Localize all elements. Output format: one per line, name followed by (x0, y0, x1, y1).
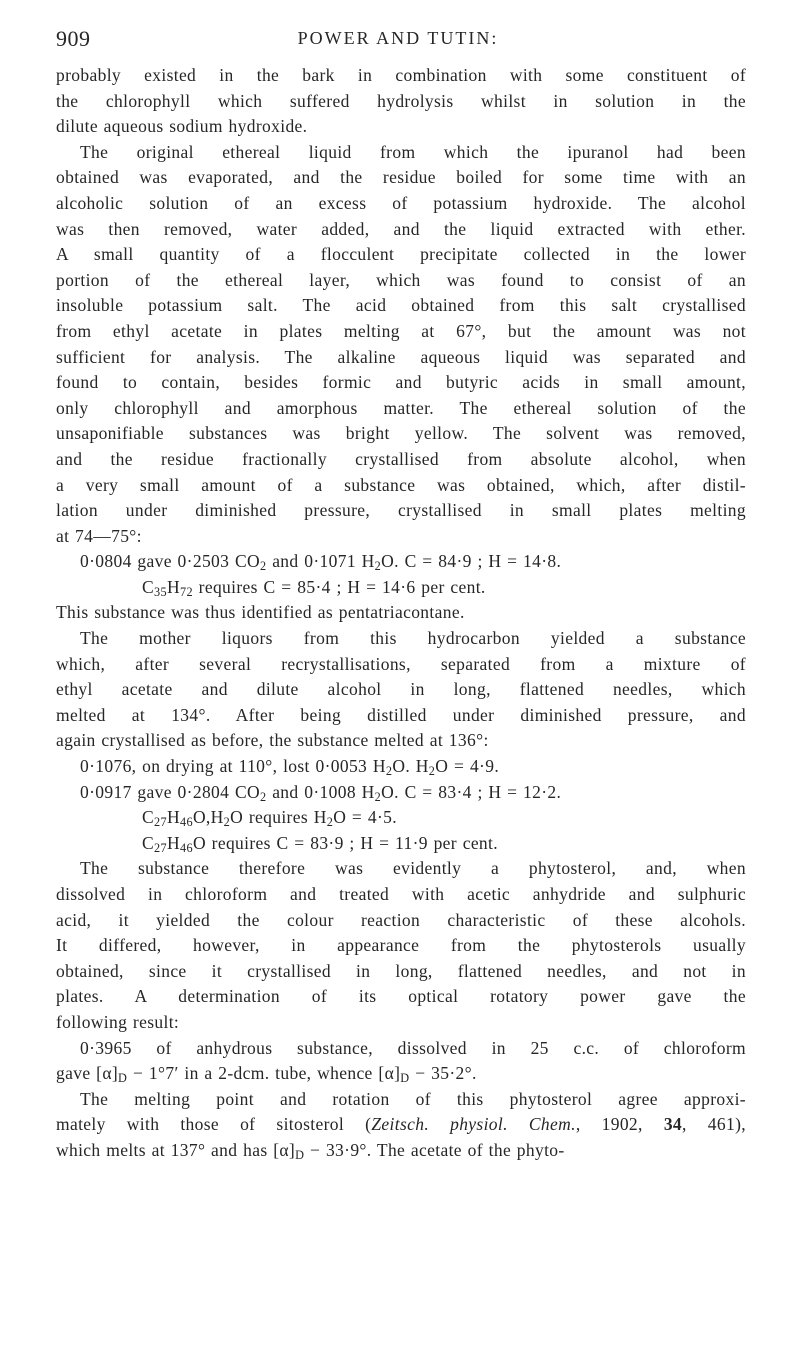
text-line: obtained was evaporated, and the residue boiled for some time with an (56, 167, 746, 188)
text-line: sufficient for analysis. The alkaline aqueous liquid was separated and (56, 346, 746, 367)
text-line: The original ethereal liquid from which the ipuranol had been (80, 141, 746, 162)
text-line: dilute aqueous sodium hydroxide. (56, 116, 308, 137)
formula-line: $C_{27}H_{46}O,H_2O$ requires $H_2O = 4\cdot 5$. (142, 807, 397, 830)
text-line: ethyl acetate and dilute alcohol in long, flattened needles, which (56, 679, 746, 700)
text-line: It differed, however, in appearance from the phytosterols usually (56, 935, 746, 956)
text-line: melted at 134°. After being distilled under diminished pressure, and (56, 704, 746, 725)
text-line: which melts at 137° and has $[\alpha]_D - 33\cdot 9^\circ$. The acetate of the phyto- (56, 1139, 565, 1162)
text-line: acid, it yielded the colour reaction characteristic of these alcohols. (56, 909, 746, 930)
text-line: found to contain, besides formic and butyric acids in small amount, (56, 372, 746, 393)
analysis-line: 0·1076, on drying at 110°, lost 0·0053 $H_2O$. $H_2O = 4\cdot 9$. (80, 756, 500, 779)
text-line: at 74—75°: (56, 525, 142, 546)
text-line: a very small amount of a substance was obtained, which, after distil- (56, 474, 746, 495)
text-line: lation under diminished pressure, crystallised in small plates melting (56, 500, 746, 521)
text-line: unsaponifiable substances was bright yellow. The solvent was removed, (56, 423, 746, 444)
journal-citation: Zeitsch. physiol. Chem. (371, 1114, 576, 1135)
text-line: the chlorophyll which suffered hydrolysis whilst in solution in the (56, 90, 746, 111)
text-line: alcoholic solution of an excess of potassium hydroxide. The alcohol (56, 192, 746, 213)
formula-line: $C_{27}H_{46}O$ requires C = 83·9 ; H = 11·9 per cent. (142, 832, 498, 855)
article-body (56, 63, 746, 1164)
text-line: only chlorophyll and amorphous matter. The ethereal solution of the (56, 397, 746, 418)
text-line: which, after several recrystallisations, separated from a mixture of (56, 653, 746, 674)
page-number: 909 (56, 26, 91, 51)
analysis-line: gave $[\alpha]_D - 1^\circ 7'$ in a 2-dcm. tube, whence $[\alpha]_D - 35\cdot 2^\circ$. (56, 1063, 477, 1086)
text-line: The substance therefore was evidently a phytosterol, and, when (80, 858, 746, 879)
formula-line: $C_{35}H_{72}$ requires C = 85·4 ; H = 14·6 per cent. (142, 576, 486, 599)
page-header (56, 26, 740, 56)
analysis-line: 0·3965 of anhydrous substance, dissolved in 25 c.c. of chloroform (80, 1037, 746, 1058)
analysis-line: 0·0917 gave 0·2804 $CO_2$ and 0·1008 $H_2O$. C = 83·4 ; H = 12·2. (80, 781, 562, 804)
volume-number: 34 (663, 1114, 683, 1135)
text-line: again crystallised as before, the substance melted at 136°: (56, 730, 489, 751)
running-head: POWER AND TUTIN: (297, 28, 499, 48)
text-line: obtained, since it crystallised in long, flattened needles, and not in (56, 960, 746, 981)
text-line: plates. A determination of its optical rotatory power gave the (56, 986, 746, 1007)
text-line: and the residue fractionally crystallised from absolute alcohol, when (56, 448, 746, 469)
text-line: The melting point and rotation of this phytosterol agree approxi- (80, 1088, 746, 1109)
text-line: mately with those of sitosterol (Zeitsch. physiol. Chem., 1902, 34, 461), (56, 1114, 746, 1135)
text-line: following result: (56, 1011, 180, 1032)
text-line: was then removed, water added, and the liquid extracted with ether. (56, 218, 746, 239)
text-line: insoluble potassium salt. The acid obtained from this salt crystallised (56, 295, 746, 316)
text-line: portion of the ethereal layer, which was found to consist of an (56, 269, 746, 290)
text-line: probably existed in the bark in combination with some constituent of (56, 65, 746, 85)
text-line: from ethyl acetate in plates melting at 67°, but the amount was not (56, 320, 746, 341)
text-line: This substance was thus identified as pentatriacontane. (56, 602, 465, 623)
text-line: The mother liquors from this hydrocarbon yielded a substance (80, 628, 746, 649)
analysis-line: 0·0804 gave 0·2503 $CO_2$ and 0·1071 $H_2O$. C = 84·9 ; H = 14·8. (80, 551, 562, 574)
text-line: A small quantity of a flocculent precipitate collected in the lower (56, 244, 746, 265)
text-line: dissolved in chloroform and treated with acetic anhydride and sulphuric (56, 884, 746, 904)
